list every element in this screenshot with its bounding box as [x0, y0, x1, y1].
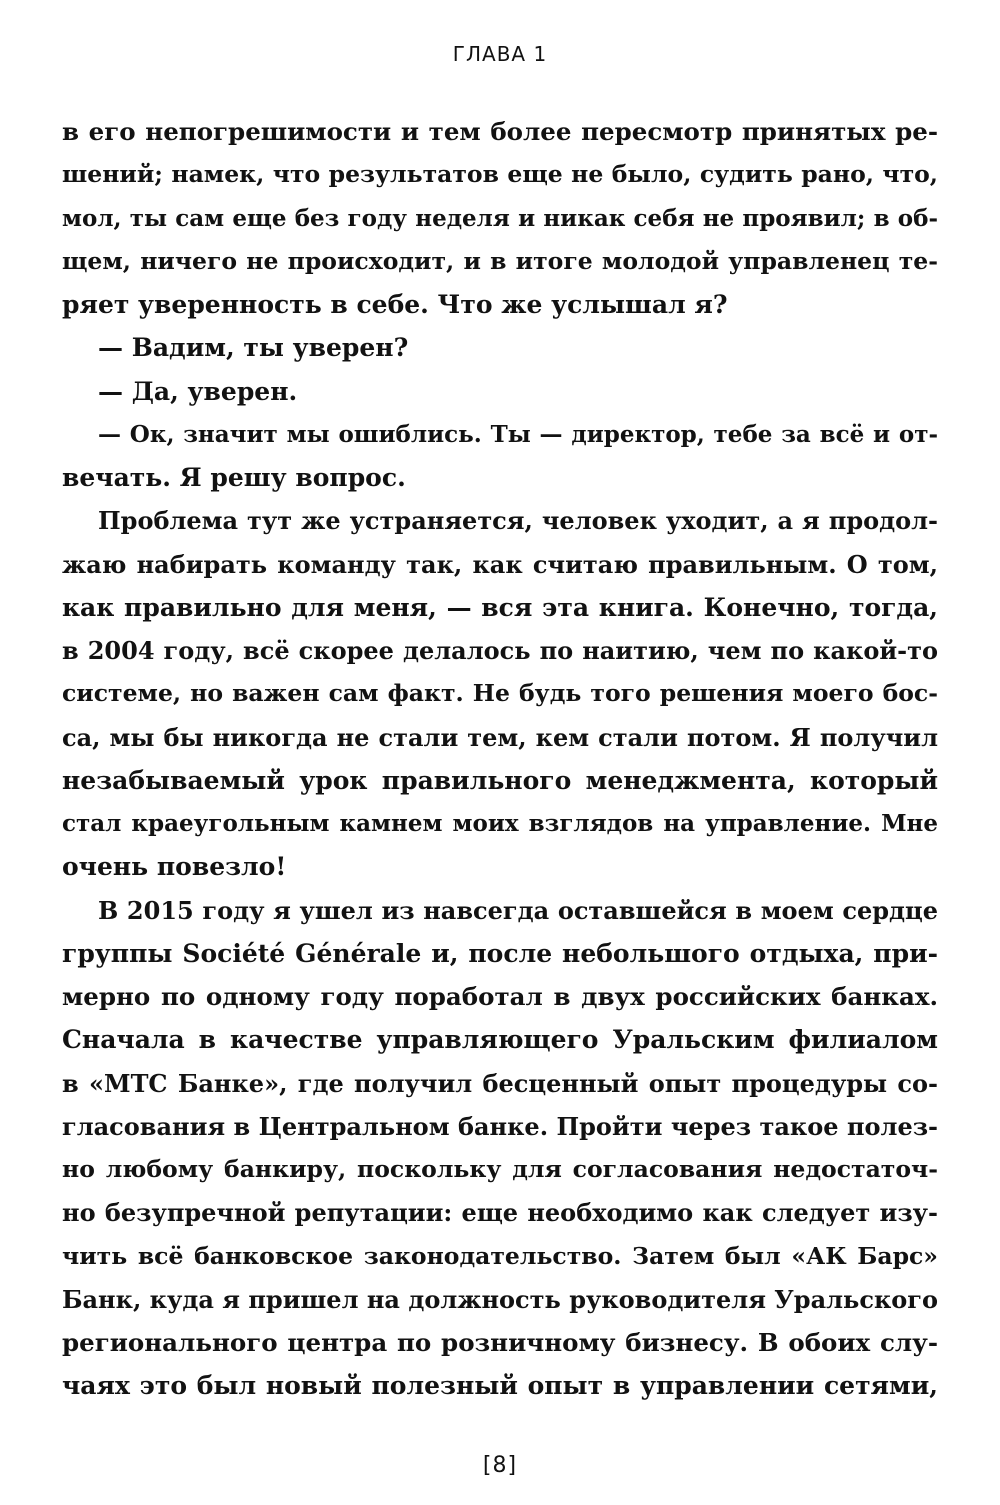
text-line: шений; намек, что результатов еще не было, судить рано, что, [62, 160, 938, 189]
text-line: незабываемый урок правильного менеджмента, который [62, 765, 938, 795]
text-line: ряет уверенность в себе. Что же услышал я? [62, 290, 728, 319]
paragraph-first-line: Проблема тут же устраняется, человек уходит, а я продол- [98, 506, 938, 536]
text-line: в его непогрешимости и тем более пересмотр принятых ре- [62, 117, 938, 146]
text-line: гласования в Центральном банке. Пройти через такое полез- [62, 1111, 938, 1141]
text-line: мол, ты сам еще без году неделя и никак себя не проявил; в об- [62, 204, 938, 232]
text-line: чить всё банковское законодательство. Затем был «АК Барс» [62, 1241, 938, 1270]
text-line: как правильно для меня, — вся эта книга. Конечно, тогда, [62, 592, 938, 622]
text-line: жаю набирать команду так, как считаю правильным. О том, [62, 549, 938, 579]
dialogue-line: — Да, уверен. [98, 376, 298, 406]
dialogue-line: — Ок, значит мы ошиблись. Ты — директор, тебе за всё и от- [98, 420, 938, 448]
text-line: очень повезло! [62, 852, 287, 882]
text-line: системе, но важен сам факт. Не будь того решения моего бос- [62, 679, 938, 708]
text-line: са, мы бы никогда не стали тем, кем стали потом. Я получил [62, 722, 938, 752]
text-line: стал краеугольным камнем моих взглядов на управление. Мне [62, 810, 938, 837]
text-line: но любому банкиру, поскольку для согласования недостаточ- [62, 1155, 938, 1183]
paragraph-first-line: В 2015 году я ушел из навсегда оставшейся в моем сердце [98, 895, 938, 925]
page-number: [8] [482, 1453, 518, 1478]
text-line: в 2004 году, всё скорее делалось по наитию, чем по какой-то [62, 636, 938, 665]
text-line: вечать. Я решу вопрос. [62, 463, 406, 492]
text-line: в «МТС Банке», где получил бесценный опыт процедуры со- [62, 1068, 938, 1098]
text-line: Сначала в качестве управляющего Уральским филиалом [62, 1025, 938, 1055]
text-line: чаях это был новый полезный опыт в управлении сетями, [62, 1371, 938, 1401]
text-line: регионального центра по розничному бизнесу. В обоих слу- [62, 1328, 938, 1357]
text-line: мерно по одному году поработал в двух российских банках. [62, 982, 938, 1011]
text-line: щем, ничего не происходит, и в итоге молодой управленец те- [62, 246, 938, 275]
running-header: ГЛАВА 1 [452, 42, 548, 66]
body-text [62, 110, 938, 1408]
text-line: Банк, куда я пришел на должность руководителя Уральского [62, 1284, 938, 1314]
dialogue-line: — Вадим, ты уверен? [98, 333, 409, 363]
text-line: но безупречной репутации: еще необходимо как следует изу- [62, 1198, 938, 1228]
text-line: группы Société Générale и, после небольшого отдыха, при- [62, 938, 938, 968]
